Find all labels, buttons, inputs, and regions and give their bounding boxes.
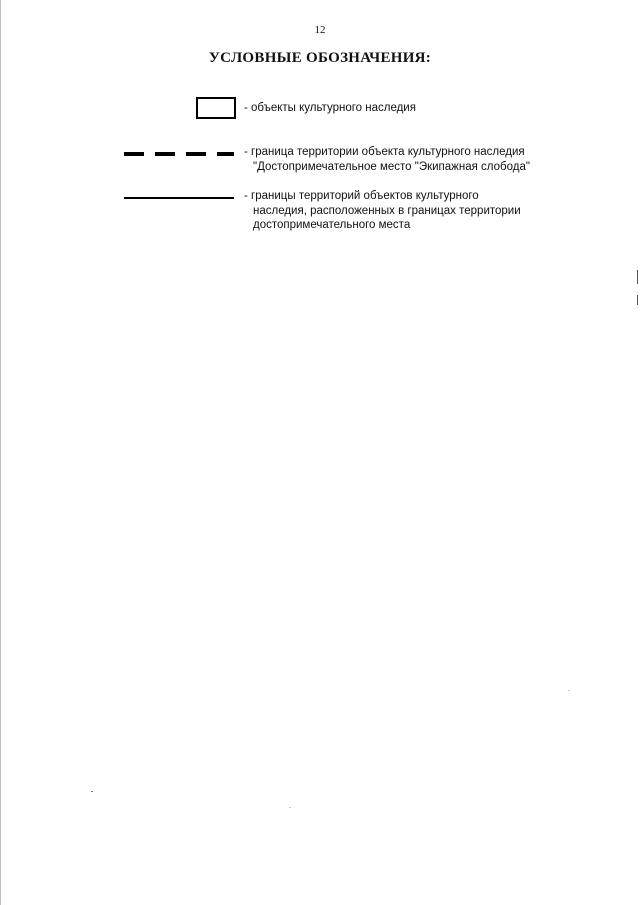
legend-item-line: - граница территории объекта культурного наследия: [244, 146, 525, 158]
legend-item-text: [244, 145, 530, 174]
page-left-edge: [0, 0, 1, 905]
solid-line-symbol-icon: [124, 197, 234, 199]
legend-item-line: наследия, расположенных в границах территории: [253, 204, 521, 217]
scan-speck: [91, 791, 93, 792]
legend-item-text: [244, 189, 521, 233]
scan-mark: [637, 295, 638, 305]
legend-item-line: "Достопримечательное место "Экипажная слобода": [253, 160, 530, 173]
scan-mark: [637, 270, 638, 284]
scan-speck: [289, 807, 291, 808]
legend-item-line: достопримечательного места: [253, 219, 411, 231]
legend-item-line: - объекты культурного наследия: [244, 102, 416, 114]
scan-speck: [568, 690, 570, 691]
legend-item-line: - границы территорий объектов культурного: [244, 190, 479, 202]
page-number: 12: [314, 24, 326, 36]
legend-item-text: [244, 101, 416, 116]
legend-title: УСЛОВНЫЕ ОБОЗНАЧЕНИЯ:: [208, 50, 432, 66]
rectangle-outline-symbol-icon: [196, 97, 236, 119]
dashed-line-symbol-icon: [124, 152, 234, 156]
